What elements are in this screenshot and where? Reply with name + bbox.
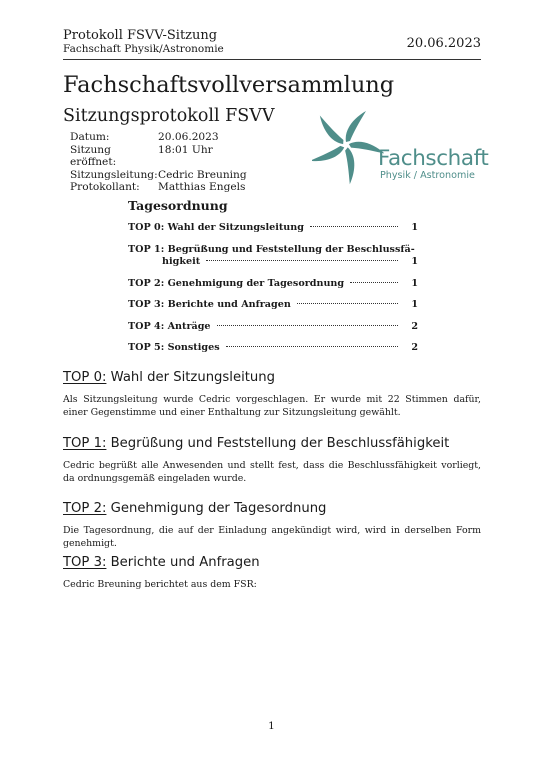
section-heading [63, 555, 481, 571]
toc-entry-title: TOP 3: Berichte und Anfragen [128, 299, 291, 310]
section-number: TOP 0: [63, 370, 107, 385]
section-top-2 [63, 501, 481, 550]
section-heading [63, 436, 481, 452]
meeting-info [70, 131, 247, 194]
section-text: Cedric begrüßt alle Anwesenden und stellt fest, dass die Beschlussfähigkeit vorliegt, da ordnungsgemäß eingeladen wurde. [63, 460, 481, 484]
toc-leader [350, 282, 398, 283]
fachschaft-logo [312, 108, 489, 188]
section-text: Die Tagesordnung, die auf der Einladung angekündigt wird, wird in derselben Form genehmigt. [63, 525, 481, 549]
section-text: Als Sitzungsleitung wurde Cedric vorgeschlagen. Er wurde mit 22 Stimmen dafür, einer Gegenstimme und einer Enthaltung zur Sitzungsleitung gewählt. [63, 394, 481, 418]
section-number: TOP 3: [63, 555, 107, 570]
meta-value: 20.06.2023 [158, 131, 219, 143]
running-header [63, 28, 481, 56]
toc-entry-title: TOP 1: Begrüßung und Feststellung der Beschlussfä- [128, 243, 415, 255]
header-title: Protokoll FSVV-Sitzung [63, 28, 218, 43]
section-top-1 [63, 436, 481, 485]
toc-leader [217, 325, 398, 326]
toc-leader [310, 226, 398, 227]
toc-page: 2 [411, 342, 418, 353]
toc-entry-title: TOP 4: Anträge [128, 320, 211, 332]
toc-page: 2 [411, 320, 418, 332]
toc-entry-title: TOP 0: Wahl der Sitzungsleitung [128, 222, 304, 233]
toc-entry-title-cont: higkeit [162, 256, 201, 267]
meta-value: Cedric Breuning [158, 168, 247, 181]
toc-leader [206, 260, 398, 261]
toc-heading: Tagesordnung [128, 198, 228, 213]
header-date: 20.06.2023 [406, 36, 481, 51]
meta-row-minutes-taker [70, 181, 247, 194]
toc-entry[interactable] [128, 342, 418, 355]
section-title: Berichte und Anfragen [110, 555, 260, 570]
section-top-3 [63, 555, 481, 592]
section-text: Cedric Breuning berichtet aus dem FSR: [63, 579, 257, 590]
header-rule [63, 59, 481, 60]
toc-page: 1 [411, 299, 418, 310]
section-top-0 [63, 370, 481, 419]
toc-entry[interactable] [128, 278, 418, 291]
section-heading [63, 501, 481, 517]
toc-entry-title: TOP 5: Sonstiges [128, 342, 220, 353]
meta-label: Datum: [70, 131, 110, 143]
toc-page: 1 [411, 277, 418, 289]
pinwheel-logo-icon [312, 108, 384, 188]
section-number: TOP 2: [63, 501, 107, 516]
toc-page: 1 [411, 256, 418, 267]
meta-value: 18:01 Uhr [158, 143, 213, 156]
section-title: Genehmigung der Tagesordnung [110, 501, 327, 516]
document-title: Fachschaftsvollversammlung [63, 72, 395, 98]
toc-entry[interactable] [128, 299, 418, 312]
toc-page: 1 [411, 222, 418, 233]
document-subtitle: Sitzungsprotokoll FSVV [63, 106, 275, 126]
toc-leader [297, 303, 398, 304]
table-of-contents [128, 198, 418, 364]
page-number: 1 [268, 720, 275, 732]
toc-leader [226, 346, 398, 347]
meta-label: Sitzung eröffnet: [70, 143, 117, 169]
meta-row-chair [70, 169, 247, 182]
section-title: Begrüßung und Feststellung der Beschlussfähigkeit [110, 436, 450, 451]
section-heading [63, 370, 481, 386]
section-number: TOP 1: [63, 436, 107, 451]
meta-row-opened [70, 144, 247, 169]
header-subtitle: Fachschaft Physik/Astronomie [63, 43, 224, 55]
meta-row-date [70, 131, 247, 144]
toc-entry[interactable] [128, 222, 418, 235]
logo-wordmark: Fachschaft [378, 146, 489, 171]
section-title: Wahl der Sitzungsleitung [110, 370, 275, 385]
logo-subline: Physik / Astronomie [380, 170, 475, 181]
toc-entry[interactable] [128, 321, 418, 334]
meta-value: Matthias Engels [158, 181, 246, 194]
toc-entry[interactable] [128, 244, 418, 269]
meta-label: Sitzungsleitung: [70, 168, 158, 181]
toc-entry-title: TOP 2: Genehmigung der Tagesordnung [128, 277, 345, 289]
meta-label: Protokollant: [70, 181, 140, 194]
